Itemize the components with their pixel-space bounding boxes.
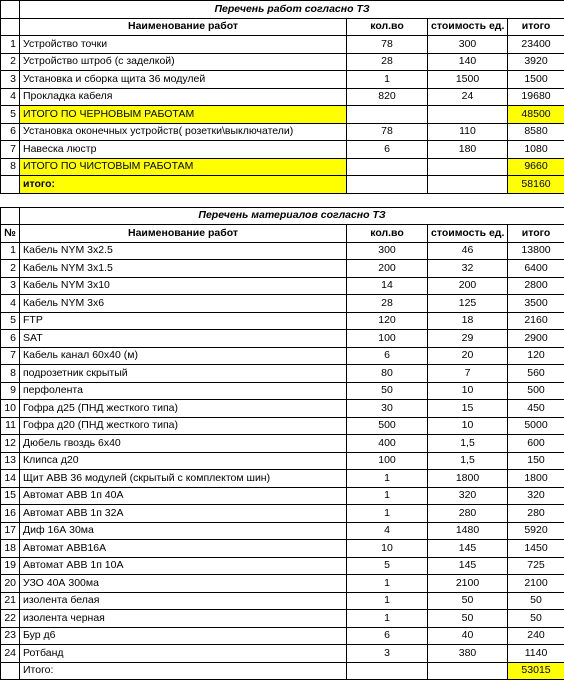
table-row bbox=[1, 88, 564, 106]
table-row bbox=[1, 242, 564, 260]
table-row bbox=[1, 505, 564, 523]
row-number[interactable]: 8 bbox=[1, 365, 20, 383]
row-name[interactable]: Дюбель гвоздь 6х40 bbox=[20, 435, 347, 453]
row-total[interactable]: 3920 bbox=[508, 53, 564, 71]
row-total[interactable]: 50 bbox=[508, 592, 564, 610]
row-number[interactable]: 11 bbox=[1, 417, 20, 435]
row-quantity[interactable]: 30 bbox=[347, 400, 428, 418]
works-title-spacer[interactable] bbox=[1, 1, 20, 19]
row-unit-price[interactable]: 1800 bbox=[428, 470, 508, 488]
row-number[interactable]: 16 bbox=[1, 505, 20, 523]
row-total[interactable]: 48500 bbox=[508, 106, 564, 124]
row-number[interactable]: 7 bbox=[1, 141, 20, 159]
table-row bbox=[1, 365, 564, 383]
section-gap bbox=[1, 193, 564, 207]
row-total[interactable]: 2100 bbox=[508, 575, 564, 593]
row-unit-price[interactable] bbox=[428, 158, 508, 176]
row-number[interactable]: 23 bbox=[1, 627, 20, 645]
row-total[interactable]: 320 bbox=[508, 487, 564, 505]
table-row bbox=[1, 295, 564, 313]
row-unit-price[interactable]: 18 bbox=[428, 312, 508, 330]
gap-cell bbox=[347, 193, 428, 207]
row-unit-price[interactable]: 29 bbox=[428, 330, 508, 348]
row-total[interactable]: 1500 bbox=[508, 71, 564, 89]
row-number[interactable]: 3 bbox=[1, 277, 20, 295]
row-total[interactable]: 6400 bbox=[508, 260, 564, 278]
row-number[interactable]: 14 bbox=[1, 470, 20, 488]
row-name[interactable]: Навеска люстр bbox=[20, 141, 347, 159]
row-unit-price[interactable]: 145 bbox=[428, 557, 508, 575]
row-unit-price[interactable]: 20 bbox=[428, 347, 508, 365]
row-quantity[interactable]: 3 bbox=[347, 645, 428, 663]
row-total[interactable]: 19680 bbox=[508, 88, 564, 106]
table-row bbox=[1, 382, 564, 400]
row-number-empty[interactable] bbox=[1, 176, 20, 194]
row-name[interactable]: Ротбанд bbox=[20, 645, 347, 663]
materials-title[interactable]: Перечень материалов согласно ТЗ bbox=[20, 207, 564, 225]
row-unit-price[interactable]: 50 bbox=[428, 592, 508, 610]
row-quantity[interactable]: 820 bbox=[347, 88, 428, 106]
row-total[interactable]: 280 bbox=[508, 505, 564, 523]
row-total[interactable]: 1140 bbox=[508, 645, 564, 663]
row-quantity-empty[interactable] bbox=[347, 176, 428, 194]
row-name[interactable]: Бур д6 bbox=[20, 627, 347, 645]
row-unit-price[interactable]: 2100 bbox=[428, 575, 508, 593]
works-title-row bbox=[1, 1, 564, 19]
row-unit-price[interactable]: 1500 bbox=[428, 71, 508, 89]
row-number[interactable]: 10 bbox=[1, 400, 20, 418]
row-name[interactable]: Клипса д20 bbox=[20, 452, 347, 470]
materials-grand-total-label[interactable]: Итого: bbox=[20, 662, 347, 680]
row-unit-price[interactable]: 1,5 bbox=[428, 435, 508, 453]
row-unit-price[interactable]: 24 bbox=[428, 88, 508, 106]
works-grand-total-row bbox=[1, 176, 564, 194]
row-name[interactable]: Автомат ABB 1п 32А bbox=[20, 505, 347, 523]
row-quantity[interactable] bbox=[347, 106, 428, 124]
row-total[interactable]: 8580 bbox=[508, 123, 564, 141]
row-total[interactable]: 2800 bbox=[508, 277, 564, 295]
row-quantity[interactable]: 1 bbox=[347, 575, 428, 593]
row-quantity[interactable]: 5 bbox=[347, 557, 428, 575]
row-name[interactable]: изолента белая bbox=[20, 592, 347, 610]
row-quantity[interactable]: 200 bbox=[347, 260, 428, 278]
row-unit-price[interactable]: 32 bbox=[428, 260, 508, 278]
row-number[interactable]: 20 bbox=[1, 575, 20, 593]
row-unit-price[interactable]: 180 bbox=[428, 141, 508, 159]
table-row bbox=[1, 347, 564, 365]
row-number[interactable]: 17 bbox=[1, 522, 20, 540]
row-name[interactable]: Автомат ABB16А bbox=[20, 540, 347, 558]
row-number[interactable]: 21 bbox=[1, 592, 20, 610]
gap-cell bbox=[1, 193, 20, 207]
row-name[interactable]: Кабель NYM 3х2.5 bbox=[20, 242, 347, 260]
header-name[interactable]: Наименование работ bbox=[20, 225, 347, 243]
row-name[interactable]: Гофра д25 (ПНД жесткого типа) bbox=[20, 400, 347, 418]
row-unit-price[interactable]: 280 bbox=[428, 505, 508, 523]
header-total[interactable]: итого bbox=[508, 18, 564, 36]
header-name[interactable]: Наименование работ bbox=[20, 18, 347, 36]
row-name[interactable]: УЗО 40А 300ма bbox=[20, 575, 347, 593]
works-title[interactable]: Перечень работ согласно ТЗ bbox=[20, 1, 564, 19]
row-name[interactable]: изолента черная bbox=[20, 610, 347, 628]
row-number[interactable]: 8 bbox=[1, 158, 20, 176]
row-number[interactable]: 1 bbox=[1, 242, 20, 260]
works-grand-total-value[interactable]: 58160 bbox=[508, 176, 564, 194]
row-unit-price[interactable]: 320 bbox=[428, 487, 508, 505]
row-total[interactable]: 1080 bbox=[508, 141, 564, 159]
row-total[interactable]: 3500 bbox=[508, 295, 564, 313]
header-number[interactable] bbox=[1, 18, 20, 36]
row-unit-price[interactable]: 7 bbox=[428, 365, 508, 383]
works-header-row bbox=[1, 18, 564, 36]
row-unit-price[interactable]: 140 bbox=[428, 53, 508, 71]
row-quantity[interactable]: 78 bbox=[347, 36, 428, 54]
works-grand-total-label[interactable]: итого: bbox=[20, 176, 347, 194]
row-quantity[interactable]: 4 bbox=[347, 522, 428, 540]
gap-cell bbox=[20, 193, 347, 207]
row-number[interactable]: 18 bbox=[1, 540, 20, 558]
row-number[interactable]: 1 bbox=[1, 36, 20, 54]
row-unit-price[interactable]: 125 bbox=[428, 295, 508, 313]
row-quantity[interactable]: 80 bbox=[347, 365, 428, 383]
row-total[interactable]: 2160 bbox=[508, 312, 564, 330]
row-quantity[interactable]: 100 bbox=[347, 452, 428, 470]
row-quantity[interactable]: 100 bbox=[347, 330, 428, 348]
row-quantity[interactable]: 1 bbox=[347, 71, 428, 89]
row-total[interactable]: 450 bbox=[508, 400, 564, 418]
row-number[interactable]: 2 bbox=[1, 53, 20, 71]
row-name[interactable]: SAT bbox=[20, 330, 347, 348]
row-total[interactable]: 500 bbox=[508, 382, 564, 400]
table-row bbox=[1, 645, 564, 663]
row-unit-price[interactable]: 110 bbox=[428, 123, 508, 141]
row-total[interactable]: 50 bbox=[508, 610, 564, 628]
table-row bbox=[1, 260, 564, 278]
header-unit-price[interactable]: стоимость ед. bbox=[428, 225, 508, 243]
header-quantity[interactable]: кол.во bbox=[347, 18, 428, 36]
table-row bbox=[1, 330, 564, 348]
row-quantity[interactable]: 1 bbox=[347, 487, 428, 505]
row-name[interactable]: Установка и сборка щита 36 модулей bbox=[20, 71, 347, 89]
table-row bbox=[1, 575, 564, 593]
row-number[interactable]: 6 bbox=[1, 123, 20, 141]
row-total[interactable]: 120 bbox=[508, 347, 564, 365]
row-quantity[interactable]: 6 bbox=[347, 347, 428, 365]
row-total[interactable]: 5000 bbox=[508, 417, 564, 435]
header-number[interactable]: № bbox=[1, 225, 20, 243]
row-quantity[interactable]: 1 bbox=[347, 470, 428, 488]
row-total[interactable]: 725 bbox=[508, 557, 564, 575]
row-quantity[interactable]: 6 bbox=[347, 141, 428, 159]
row-name[interactable]: ИТОГО ПО ЧЕРНОВЫМ РАБОТАМ bbox=[20, 106, 347, 124]
row-quantity[interactable]: 10 bbox=[347, 540, 428, 558]
row-number[interactable]: 13 bbox=[1, 452, 20, 470]
row-name[interactable]: Прокладка кабеля bbox=[20, 88, 347, 106]
row-number[interactable]: 5 bbox=[1, 312, 20, 330]
materials-grand-total-value[interactable]: 53015 bbox=[508, 662, 564, 680]
row-total[interactable]: 5920 bbox=[508, 522, 564, 540]
row-quantity-empty[interactable] bbox=[347, 662, 428, 680]
row-number[interactable]: 9 bbox=[1, 382, 20, 400]
row-name[interactable]: Кабель канал 60х40 (м) bbox=[20, 347, 347, 365]
row-name[interactable]: Автомат ABB 1п 40А bbox=[20, 487, 347, 505]
table-row bbox=[1, 277, 564, 295]
row-quantity[interactable]: 28 bbox=[347, 295, 428, 313]
gap-cell bbox=[428, 193, 508, 207]
row-name[interactable]: ИТОГО ПО ЧИСТОВЫМ РАБОТАМ bbox=[20, 158, 347, 176]
row-name[interactable]: Диф 16А 30ма bbox=[20, 522, 347, 540]
row-quantity[interactable]: 400 bbox=[347, 435, 428, 453]
row-unit-price[interactable]: 300 bbox=[428, 36, 508, 54]
row-name[interactable]: Кабель NYM 3х6 bbox=[20, 295, 347, 313]
row-name[interactable]: Гофра д20 (ПНД жесткого типа) bbox=[20, 417, 347, 435]
materials-title-row bbox=[1, 207, 564, 225]
gap-cell bbox=[508, 193, 564, 207]
row-name[interactable]: Установка оконечных устройств( розетки\выключатели) bbox=[20, 123, 347, 141]
row-number[interactable]: 4 bbox=[1, 88, 20, 106]
row-total[interactable]: 1450 bbox=[508, 540, 564, 558]
row-unit-price[interactable]: 46 bbox=[428, 242, 508, 260]
row-unit-price[interactable]: 1480 bbox=[428, 522, 508, 540]
row-number[interactable]: 19 bbox=[1, 557, 20, 575]
table-row bbox=[1, 627, 564, 645]
materials-title-spacer[interactable] bbox=[1, 207, 20, 225]
table-row bbox=[1, 53, 564, 71]
row-number[interactable]: 3 bbox=[1, 71, 20, 89]
table-row bbox=[1, 592, 564, 610]
table-row bbox=[1, 123, 564, 141]
table-row bbox=[1, 610, 564, 628]
row-unit-price[interactable]: 40 bbox=[428, 627, 508, 645]
row-quantity[interactable]: 1 bbox=[347, 610, 428, 628]
row-number[interactable]: 15 bbox=[1, 487, 20, 505]
row-unit-price[interactable]: 200 bbox=[428, 277, 508, 295]
table-row bbox=[1, 435, 564, 453]
row-name[interactable]: Устройство штроб (с заделкой) bbox=[20, 53, 347, 71]
row-quantity[interactable] bbox=[347, 158, 428, 176]
row-unit-price[interactable]: 380 bbox=[428, 645, 508, 663]
table-row bbox=[1, 417, 564, 435]
row-unit-price[interactable]: 1,5 bbox=[428, 452, 508, 470]
row-quantity[interactable]: 120 bbox=[347, 312, 428, 330]
row-name[interactable]: Щит ABB 36 модулей (скрытый с комплектом шин) bbox=[20, 470, 347, 488]
row-name[interactable]: подрозетник скрытый bbox=[20, 365, 347, 383]
table-row bbox=[1, 557, 564, 575]
table-row bbox=[1, 71, 564, 89]
row-quantity[interactable]: 28 bbox=[347, 53, 428, 71]
row-total[interactable]: 600 bbox=[508, 435, 564, 453]
table-row bbox=[1, 540, 564, 558]
row-unit-price-empty[interactable] bbox=[428, 176, 508, 194]
row-name[interactable]: Автомат ABB 1п 10А bbox=[20, 557, 347, 575]
row-name[interactable]: FTP bbox=[20, 312, 347, 330]
row-quantity[interactable]: 1 bbox=[347, 592, 428, 610]
row-quantity[interactable]: 300 bbox=[347, 242, 428, 260]
row-total[interactable]: 23400 bbox=[508, 36, 564, 54]
header-quantity[interactable]: кол.во bbox=[347, 225, 428, 243]
row-number[interactable]: 22 bbox=[1, 610, 20, 628]
table-row bbox=[1, 141, 564, 159]
row-quantity[interactable]: 50 bbox=[347, 382, 428, 400]
table-row bbox=[1, 487, 564, 505]
table-row bbox=[1, 452, 564, 470]
row-total[interactable]: 13800 bbox=[508, 242, 564, 260]
table-row bbox=[1, 106, 564, 124]
row-quantity[interactable]: 6 bbox=[347, 627, 428, 645]
row-number[interactable]: 12 bbox=[1, 435, 20, 453]
header-total[interactable]: итого bbox=[508, 225, 564, 243]
row-quantity[interactable]: 1 bbox=[347, 505, 428, 523]
row-number[interactable]: 24 bbox=[1, 645, 20, 663]
row-number[interactable]: 2 bbox=[1, 260, 20, 278]
row-unit-price[interactable] bbox=[428, 106, 508, 124]
row-unit-price[interactable]: 145 bbox=[428, 540, 508, 558]
table-row bbox=[1, 470, 564, 488]
row-name[interactable]: Устройство точки bbox=[20, 36, 347, 54]
row-name[interactable]: перфолента bbox=[20, 382, 347, 400]
row-total[interactable]: 1800 bbox=[508, 470, 564, 488]
row-number[interactable]: 5 bbox=[1, 106, 20, 124]
row-total[interactable]: 560 bbox=[508, 365, 564, 383]
row-unit-price-empty[interactable] bbox=[428, 662, 508, 680]
table-row bbox=[1, 312, 564, 330]
table-row bbox=[1, 158, 564, 176]
row-quantity[interactable]: 500 bbox=[347, 417, 428, 435]
table-row bbox=[1, 522, 564, 540]
row-unit-price[interactable]: 50 bbox=[428, 610, 508, 628]
row-total[interactable]: 150 bbox=[508, 452, 564, 470]
materials-grand-total-row bbox=[1, 662, 564, 680]
row-total[interactable]: 2900 bbox=[508, 330, 564, 348]
row-number[interactable]: 4 bbox=[1, 295, 20, 313]
table-row bbox=[1, 400, 564, 418]
row-unit-price[interactable]: 10 bbox=[428, 417, 508, 435]
row-total[interactable]: 9660 bbox=[508, 158, 564, 176]
row-total[interactable]: 240 bbox=[508, 627, 564, 645]
row-unit-price[interactable]: 10 bbox=[428, 382, 508, 400]
table-row bbox=[1, 36, 564, 54]
row-quantity[interactable]: 14 bbox=[347, 277, 428, 295]
row-name[interactable]: Кабель NYM 3х1.5 bbox=[20, 260, 347, 278]
row-number[interactable]: 6 bbox=[1, 330, 20, 348]
row-number[interactable]: 7 bbox=[1, 347, 20, 365]
row-quantity[interactable]: 78 bbox=[347, 123, 428, 141]
row-number-empty[interactable] bbox=[1, 662, 20, 680]
row-name[interactable]: Кабель NYM 3х10 bbox=[20, 277, 347, 295]
row-unit-price[interactable]: 15 bbox=[428, 400, 508, 418]
header-unit-price[interactable]: стоимость ед. bbox=[428, 18, 508, 36]
materials-header-row bbox=[1, 225, 564, 243]
